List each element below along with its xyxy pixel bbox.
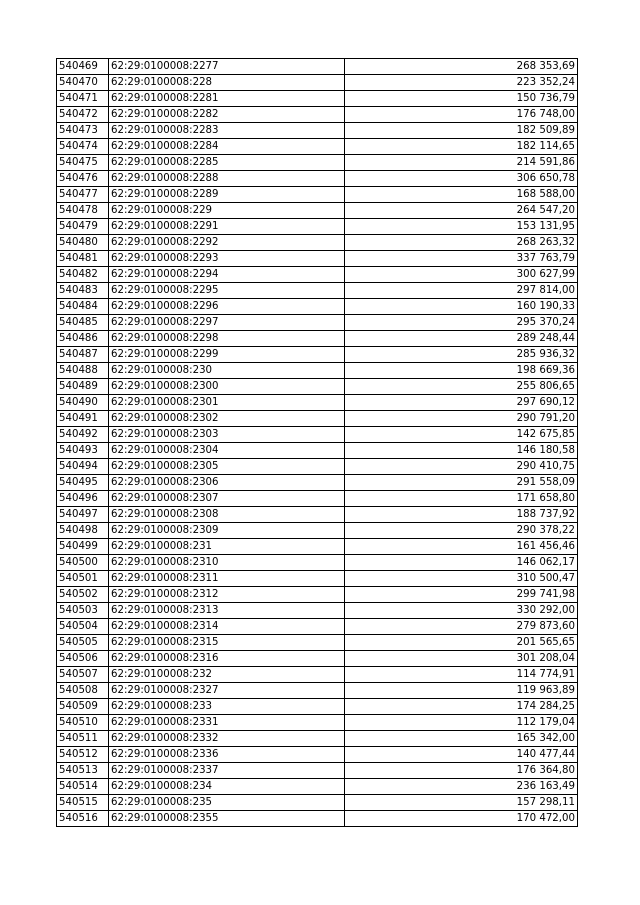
row-id-cell: 540497 [57,507,109,523]
cadastral-number-cell: 62:29:0100008:2282 [109,107,345,123]
cadastral-value-cell: 289 248,44 [345,331,578,347]
cadastral-number-cell: 62:29:0100008:2295 [109,283,345,299]
cadastral-number-cell: 62:29:0100008:2331 [109,715,345,731]
table-row [57,763,578,779]
row-id-cell: 540471 [57,91,109,107]
cadastral-value-cell: 146 180,58 [345,443,578,459]
cadastral-value-cell: 170 472,00 [345,811,578,827]
row-id-cell: 540483 [57,283,109,299]
cadastral-value-cell: 198 669,36 [345,363,578,379]
table-row [57,155,578,171]
cadastral-value-cell: 160 190,33 [345,299,578,315]
row-id-cell: 540504 [57,619,109,635]
cadastral-value-cell: 142 675,85 [345,427,578,443]
cadastral-value-cell: 285 936,32 [345,347,578,363]
cadastral-value-cell: 119 963,89 [345,683,578,699]
row-id-cell: 540490 [57,395,109,411]
cadastral-number-cell: 62:29:0100008:2315 [109,635,345,651]
cadastral-number-cell: 62:29:0100008:2293 [109,251,345,267]
table-row [57,347,578,363]
table-row [57,667,578,683]
table-row [57,651,578,667]
cadastral-number-cell: 62:29:0100008:2312 [109,587,345,603]
table-row [57,363,578,379]
cadastral-value-cell: 291 558,09 [345,475,578,491]
row-id-cell: 540499 [57,539,109,555]
cadastral-number-cell: 62:29:0100008:232 [109,667,345,683]
cadastral-number-cell: 62:29:0100008:2298 [109,331,345,347]
row-id-cell: 540505 [57,635,109,651]
row-id-cell: 540480 [57,235,109,251]
cadastral-value-cell: 236 163,49 [345,779,578,795]
table-row [57,395,578,411]
table-row [57,331,578,347]
cadastral-number-cell: 62:29:0100008:234 [109,779,345,795]
cadastral-number-cell: 62:29:0100008:235 [109,795,345,811]
cadastral-number-cell: 62:29:0100008:2310 [109,555,345,571]
cadastral-value-cell: 300 627,99 [345,267,578,283]
cadastral-number-cell: 62:29:0100008:228 [109,75,345,91]
cadastral-value-cell: 174 284,25 [345,699,578,715]
table-row [57,315,578,331]
table-row [57,299,578,315]
row-id-cell: 540495 [57,475,109,491]
row-id-cell: 540488 [57,363,109,379]
cadastral-value-cell: 161 456,46 [345,539,578,555]
cadastral-number-cell: 62:29:0100008:2292 [109,235,345,251]
cadastral-value-cell: 290 791,20 [345,411,578,427]
cadastral-value-cell: 306 650,78 [345,171,578,187]
table-row [57,747,578,763]
cadastral-value-cell: 268 353,69 [345,59,578,75]
cadastral-value-cell: 330 292,00 [345,603,578,619]
cadastral-number-cell: 62:29:0100008:2314 [109,619,345,635]
table-row [57,139,578,155]
table-row [57,107,578,123]
row-id-cell: 540492 [57,427,109,443]
row-id-cell: 540510 [57,715,109,731]
cadastral-number-cell: 62:29:0100008:2336 [109,747,345,763]
row-id-cell: 540472 [57,107,109,123]
row-id-cell: 540473 [57,123,109,139]
table-row [57,203,578,219]
cadastral-number-cell: 62:29:0100008:2305 [109,459,345,475]
cadastral-number-cell: 62:29:0100008:2327 [109,683,345,699]
table-row [57,443,578,459]
cadastral-value-cell: 297 814,00 [345,283,578,299]
table-row [57,571,578,587]
cadastral-value-cell: 290 378,22 [345,523,578,539]
cadastral-value-table [56,58,578,827]
cadastral-value-cell: 268 263,32 [345,235,578,251]
row-id-cell: 540481 [57,251,109,267]
cadastral-number-cell: 62:29:0100008:2308 [109,507,345,523]
row-id-cell: 540515 [57,795,109,811]
row-id-cell: 540496 [57,491,109,507]
table-row [57,699,578,715]
cadastral-number-cell: 62:29:0100008:2307 [109,491,345,507]
table-row [57,507,578,523]
cadastral-value-cell: 201 565,65 [345,635,578,651]
table-row [57,187,578,203]
row-id-cell: 540512 [57,747,109,763]
row-id-cell: 540511 [57,731,109,747]
row-id-cell: 540482 [57,267,109,283]
row-id-cell: 540476 [57,171,109,187]
cadastral-value-cell: 188 737,92 [345,507,578,523]
row-id-cell: 540478 [57,203,109,219]
cadastral-value-cell: 310 500,47 [345,571,578,587]
cadastral-number-cell: 62:29:0100008:2302 [109,411,345,427]
table-row [57,635,578,651]
cadastral-number-cell: 62:29:0100008:2299 [109,347,345,363]
cadastral-number-cell: 62:29:0100008:2277 [109,59,345,75]
cadastral-number-cell: 62:29:0100008:229 [109,203,345,219]
table-row [57,219,578,235]
row-id-cell: 540485 [57,315,109,331]
row-id-cell: 540494 [57,459,109,475]
cadastral-value-cell: 223 352,24 [345,75,578,91]
row-id-cell: 540507 [57,667,109,683]
table-row [57,779,578,795]
cadastral-value-cell: 150 736,79 [345,91,578,107]
cadastral-value-cell: 182 509,89 [345,123,578,139]
row-id-cell: 540500 [57,555,109,571]
cadastral-value-cell: 255 806,65 [345,379,578,395]
table-row [57,283,578,299]
row-id-cell: 540501 [57,571,109,587]
row-id-cell: 540493 [57,443,109,459]
cadastral-value-cell: 182 114,65 [345,139,578,155]
cadastral-number-cell: 62:29:0100008:2284 [109,139,345,155]
row-id-cell: 540477 [57,187,109,203]
cadastral-value-cell: 279 873,60 [345,619,578,635]
cadastral-value-cell: 214 591,86 [345,155,578,171]
cadastral-value-cell: 295 370,24 [345,315,578,331]
row-id-cell: 540503 [57,603,109,619]
table-row [57,683,578,699]
cadastral-number-cell: 62:29:0100008:2301 [109,395,345,411]
cadastral-value-cell: 114 774,91 [345,667,578,683]
table-row [57,267,578,283]
table-row [57,491,578,507]
cadastral-value-cell: 297 690,12 [345,395,578,411]
cadastral-number-cell: 62:29:0100008:2288 [109,171,345,187]
cadastral-value-cell: 140 477,44 [345,747,578,763]
table-row [57,475,578,491]
table-row [57,59,578,75]
table-row [57,75,578,91]
cadastral-number-cell: 62:29:0100008:2281 [109,91,345,107]
row-id-cell: 540516 [57,811,109,827]
table-row [57,795,578,811]
cadastral-value-cell: 112 179,04 [345,715,578,731]
cadastral-number-cell: 62:29:0100008:2294 [109,267,345,283]
cadastral-number-cell: 62:29:0100008:2355 [109,811,345,827]
table-row [57,171,578,187]
row-id-cell: 540509 [57,699,109,715]
table-row [57,603,578,619]
document-page [56,58,578,827]
cadastral-number-cell: 62:29:0100008:2285 [109,155,345,171]
cadastral-number-cell: 62:29:0100008:2300 [109,379,345,395]
row-id-cell: 540486 [57,331,109,347]
row-id-cell: 540474 [57,139,109,155]
cadastral-number-cell: 62:29:0100008:2283 [109,123,345,139]
table-body [57,59,578,827]
row-id-cell: 540502 [57,587,109,603]
cadastral-number-cell: 62:29:0100008:2337 [109,763,345,779]
table-row [57,731,578,747]
cadastral-number-cell: 62:29:0100008:2289 [109,187,345,203]
table-row [57,91,578,107]
row-id-cell: 540514 [57,779,109,795]
cadastral-number-cell: 62:29:0100008:2296 [109,299,345,315]
table-row [57,555,578,571]
cadastral-number-cell: 62:29:0100008:2309 [109,523,345,539]
row-id-cell: 540487 [57,347,109,363]
row-id-cell: 540513 [57,763,109,779]
table-row [57,379,578,395]
row-id-cell: 540479 [57,219,109,235]
table-row [57,539,578,555]
cadastral-number-cell: 62:29:0100008:231 [109,539,345,555]
cadastral-number-cell: 62:29:0100008:2291 [109,219,345,235]
cadastral-value-cell: 301 208,04 [345,651,578,667]
table-row [57,587,578,603]
cadastral-value-cell: 146 062,17 [345,555,578,571]
cadastral-number-cell: 62:29:0100008:2316 [109,651,345,667]
cadastral-number-cell: 62:29:0100008:230 [109,363,345,379]
cadastral-number-cell: 62:29:0100008:2297 [109,315,345,331]
row-id-cell: 540506 [57,651,109,667]
cadastral-number-cell: 62:29:0100008:2306 [109,475,345,491]
table-row [57,523,578,539]
table-row [57,619,578,635]
table-row [57,123,578,139]
cadastral-number-cell: 62:29:0100008:2311 [109,571,345,587]
cadastral-number-cell: 62:29:0100008:2313 [109,603,345,619]
row-id-cell: 540508 [57,683,109,699]
row-id-cell: 540491 [57,411,109,427]
table-row [57,715,578,731]
table-row [57,459,578,475]
cadastral-number-cell: 62:29:0100008:2303 [109,427,345,443]
row-id-cell: 540469 [57,59,109,75]
cadastral-value-cell: 337 763,79 [345,251,578,267]
cadastral-value-cell: 299 741,98 [345,587,578,603]
cadastral-value-cell: 176 748,00 [345,107,578,123]
row-id-cell: 540470 [57,75,109,91]
cadastral-value-cell: 176 364,80 [345,763,578,779]
table-row [57,411,578,427]
cadastral-value-cell: 153 131,95 [345,219,578,235]
cadastral-value-cell: 171 658,80 [345,491,578,507]
table-row [57,811,578,827]
row-id-cell: 540475 [57,155,109,171]
table-row [57,427,578,443]
row-id-cell: 540484 [57,299,109,315]
row-id-cell: 540489 [57,379,109,395]
table-row [57,235,578,251]
table-row [57,251,578,267]
cadastral-number-cell: 62:29:0100008:2304 [109,443,345,459]
cadastral-value-cell: 264 547,20 [345,203,578,219]
row-id-cell: 540498 [57,523,109,539]
cadastral-number-cell: 62:29:0100008:2332 [109,731,345,747]
cadastral-value-cell: 157 298,11 [345,795,578,811]
cadastral-number-cell: 62:29:0100008:233 [109,699,345,715]
cadastral-value-cell: 168 588,00 [345,187,578,203]
cadastral-value-cell: 290 410,75 [345,459,578,475]
cadastral-value-cell: 165 342,00 [345,731,578,747]
